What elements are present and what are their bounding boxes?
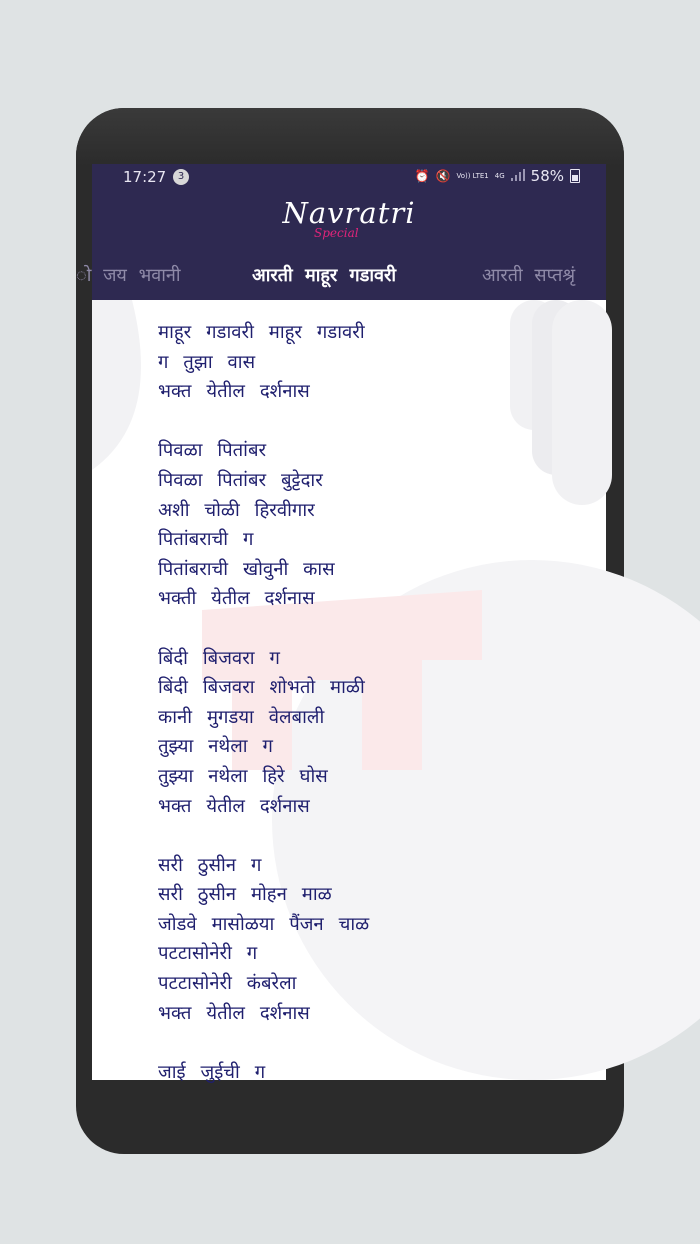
status-icons bbox=[415, 167, 580, 185]
phone-frame-highlight bbox=[76, 108, 624, 166]
app-logo-title: Navratri bbox=[282, 196, 416, 230]
volte-icon: Vo)) LTE1 bbox=[456, 171, 489, 180]
aarti-lyrics-text: माहूर गडावरी माहूर गडावरी ग तुझा वास भक्त येतील दर्शनास पिवळा पितांबर पिवळा पितांबर बुट्टेदार अशी चोळी हिरवीगार पितांबराची ग पितांबराची खोवुनी कास भक्ती येतील दर्शनास बिंदी बिजवरा ग बिंदी बिजवरा शोभतो माळी कानी मुगडया वेलबाली तुझ्या नथेला ग तुझ्या नथेला हिरे घोस भक्त येतील दर्शनास सरी ठुसीन ग सरी ठुसीन मोहन माळ जोडवे मासोळया पैंजन चाळ पटटासोनेरी ग पटटासोनेरी कंबरेला भक्त येतील दर्शनास जाई जुईची ग bbox=[158, 322, 370, 1083]
battery-icon bbox=[570, 169, 580, 183]
battery-percentage: 58% bbox=[530, 167, 564, 185]
app-header bbox=[92, 190, 606, 248]
mute-icon: 🔇 bbox=[435, 169, 451, 183]
app-logo-subtitle: Special bbox=[314, 226, 359, 240]
tab-previous[interactable]: ो जय भवानी bbox=[76, 265, 181, 286]
app-screen bbox=[76, 164, 606, 1083]
lyrics-scroll-area[interactable] bbox=[92, 300, 606, 1083]
network-type-icon: 4G bbox=[494, 171, 505, 180]
status-bar bbox=[92, 164, 606, 190]
tab-active[interactable]: आरती माहूर गडावरी bbox=[252, 265, 397, 286]
signal-icon bbox=[511, 167, 525, 185]
aarti-tab-bar[interactable] bbox=[76, 248, 606, 300]
alarm-icon: ⏰ bbox=[414, 169, 430, 183]
tab-next[interactable]: आरती सप्तश्रृं bbox=[482, 265, 576, 286]
notification-badge: 3 bbox=[173, 169, 189, 185]
status-time: 17:27 bbox=[123, 168, 167, 186]
